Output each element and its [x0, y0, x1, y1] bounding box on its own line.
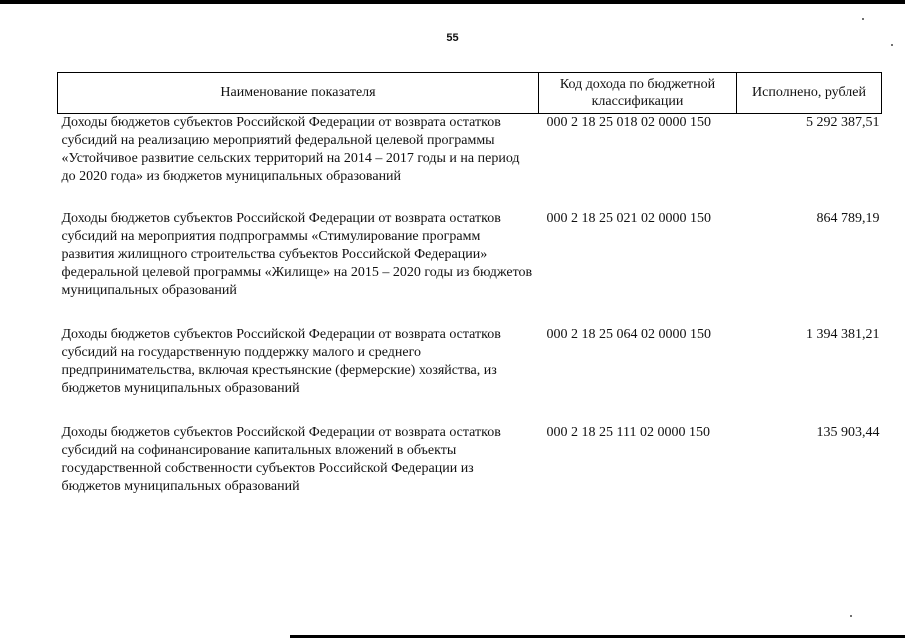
row-executed-amount: 5 292 387,51	[806, 115, 880, 130]
scan-speck	[891, 44, 893, 46]
scan-speck	[862, 18, 864, 20]
table-row	[58, 114, 882, 211]
scan-speck	[850, 615, 852, 617]
row-indicator-name: Доходы бюджетов субъектов Российской Федерации от возврата остатков субсидий на мероприятия подпрограммы «Стимулирование программ развития жилищного строительства субъектов Российской Федерации» федеральной целевой программы «Жилище» на 2015 – 2020 годы из бюджетов муниципальных образований	[61, 211, 533, 298]
scan-border-bottom	[290, 635, 905, 638]
revenue-table	[57, 72, 882, 504]
header-row	[58, 73, 882, 114]
scan-border-top	[0, 0, 905, 4]
page-number: 55	[446, 32, 459, 44]
table-body	[58, 114, 882, 505]
row-executed-amount: 864 789,19	[816, 211, 880, 226]
header-indicator-name: Наименование показателя	[58, 73, 539, 114]
row-revenue-code: 000 2 18 25 018 02 0000 150	[546, 115, 711, 130]
row-revenue-code: 000 2 18 25 111 02 0000 150	[546, 425, 710, 440]
row-indicator-name: Доходы бюджетов субъектов Российской Федерации от возврата остатков субсидий на государственную поддержку малого и среднего предпринимательства, включая крестьянские (фермерские) хозяйства, из бюджетов муниципальных образований	[61, 327, 501, 396]
row-indicator-name: Доходы бюджетов субъектов Российской Федерации от возврата остатков субсидий на реализацию мероприятий федеральной целевой программы «Устойчивое развитие сельских территорий на 2014 – 2017 годы и на период до 2020 года» из бюджетов муниципальных образований	[61, 115, 520, 184]
header-revenue-code: Код дохода по бюджетной классификации	[539, 73, 737, 114]
row-indicator-name: Доходы бюджетов субъектов Российской Федерации от возврата остатков субсидий на софинансирование капитальных вложений в объекты государственной собственности субъектов Российской Федерации из бюджетов муниципальных образований	[61, 425, 501, 494]
row-revenue-code: 000 2 18 25 021 02 0000 150	[546, 211, 711, 226]
header-executed-amount: Исполнено, рублей	[737, 73, 882, 114]
table-row	[58, 424, 882, 504]
row-executed-amount: 1 394 381,21	[806, 327, 880, 342]
row-revenue-code: 000 2 18 25 064 02 0000 150	[546, 327, 711, 342]
table-row	[58, 210, 882, 326]
revenue-table-container	[57, 72, 881, 504]
table-header	[58, 73, 882, 114]
row-executed-amount: 135 903,44	[816, 425, 880, 440]
table-row	[58, 326, 882, 424]
